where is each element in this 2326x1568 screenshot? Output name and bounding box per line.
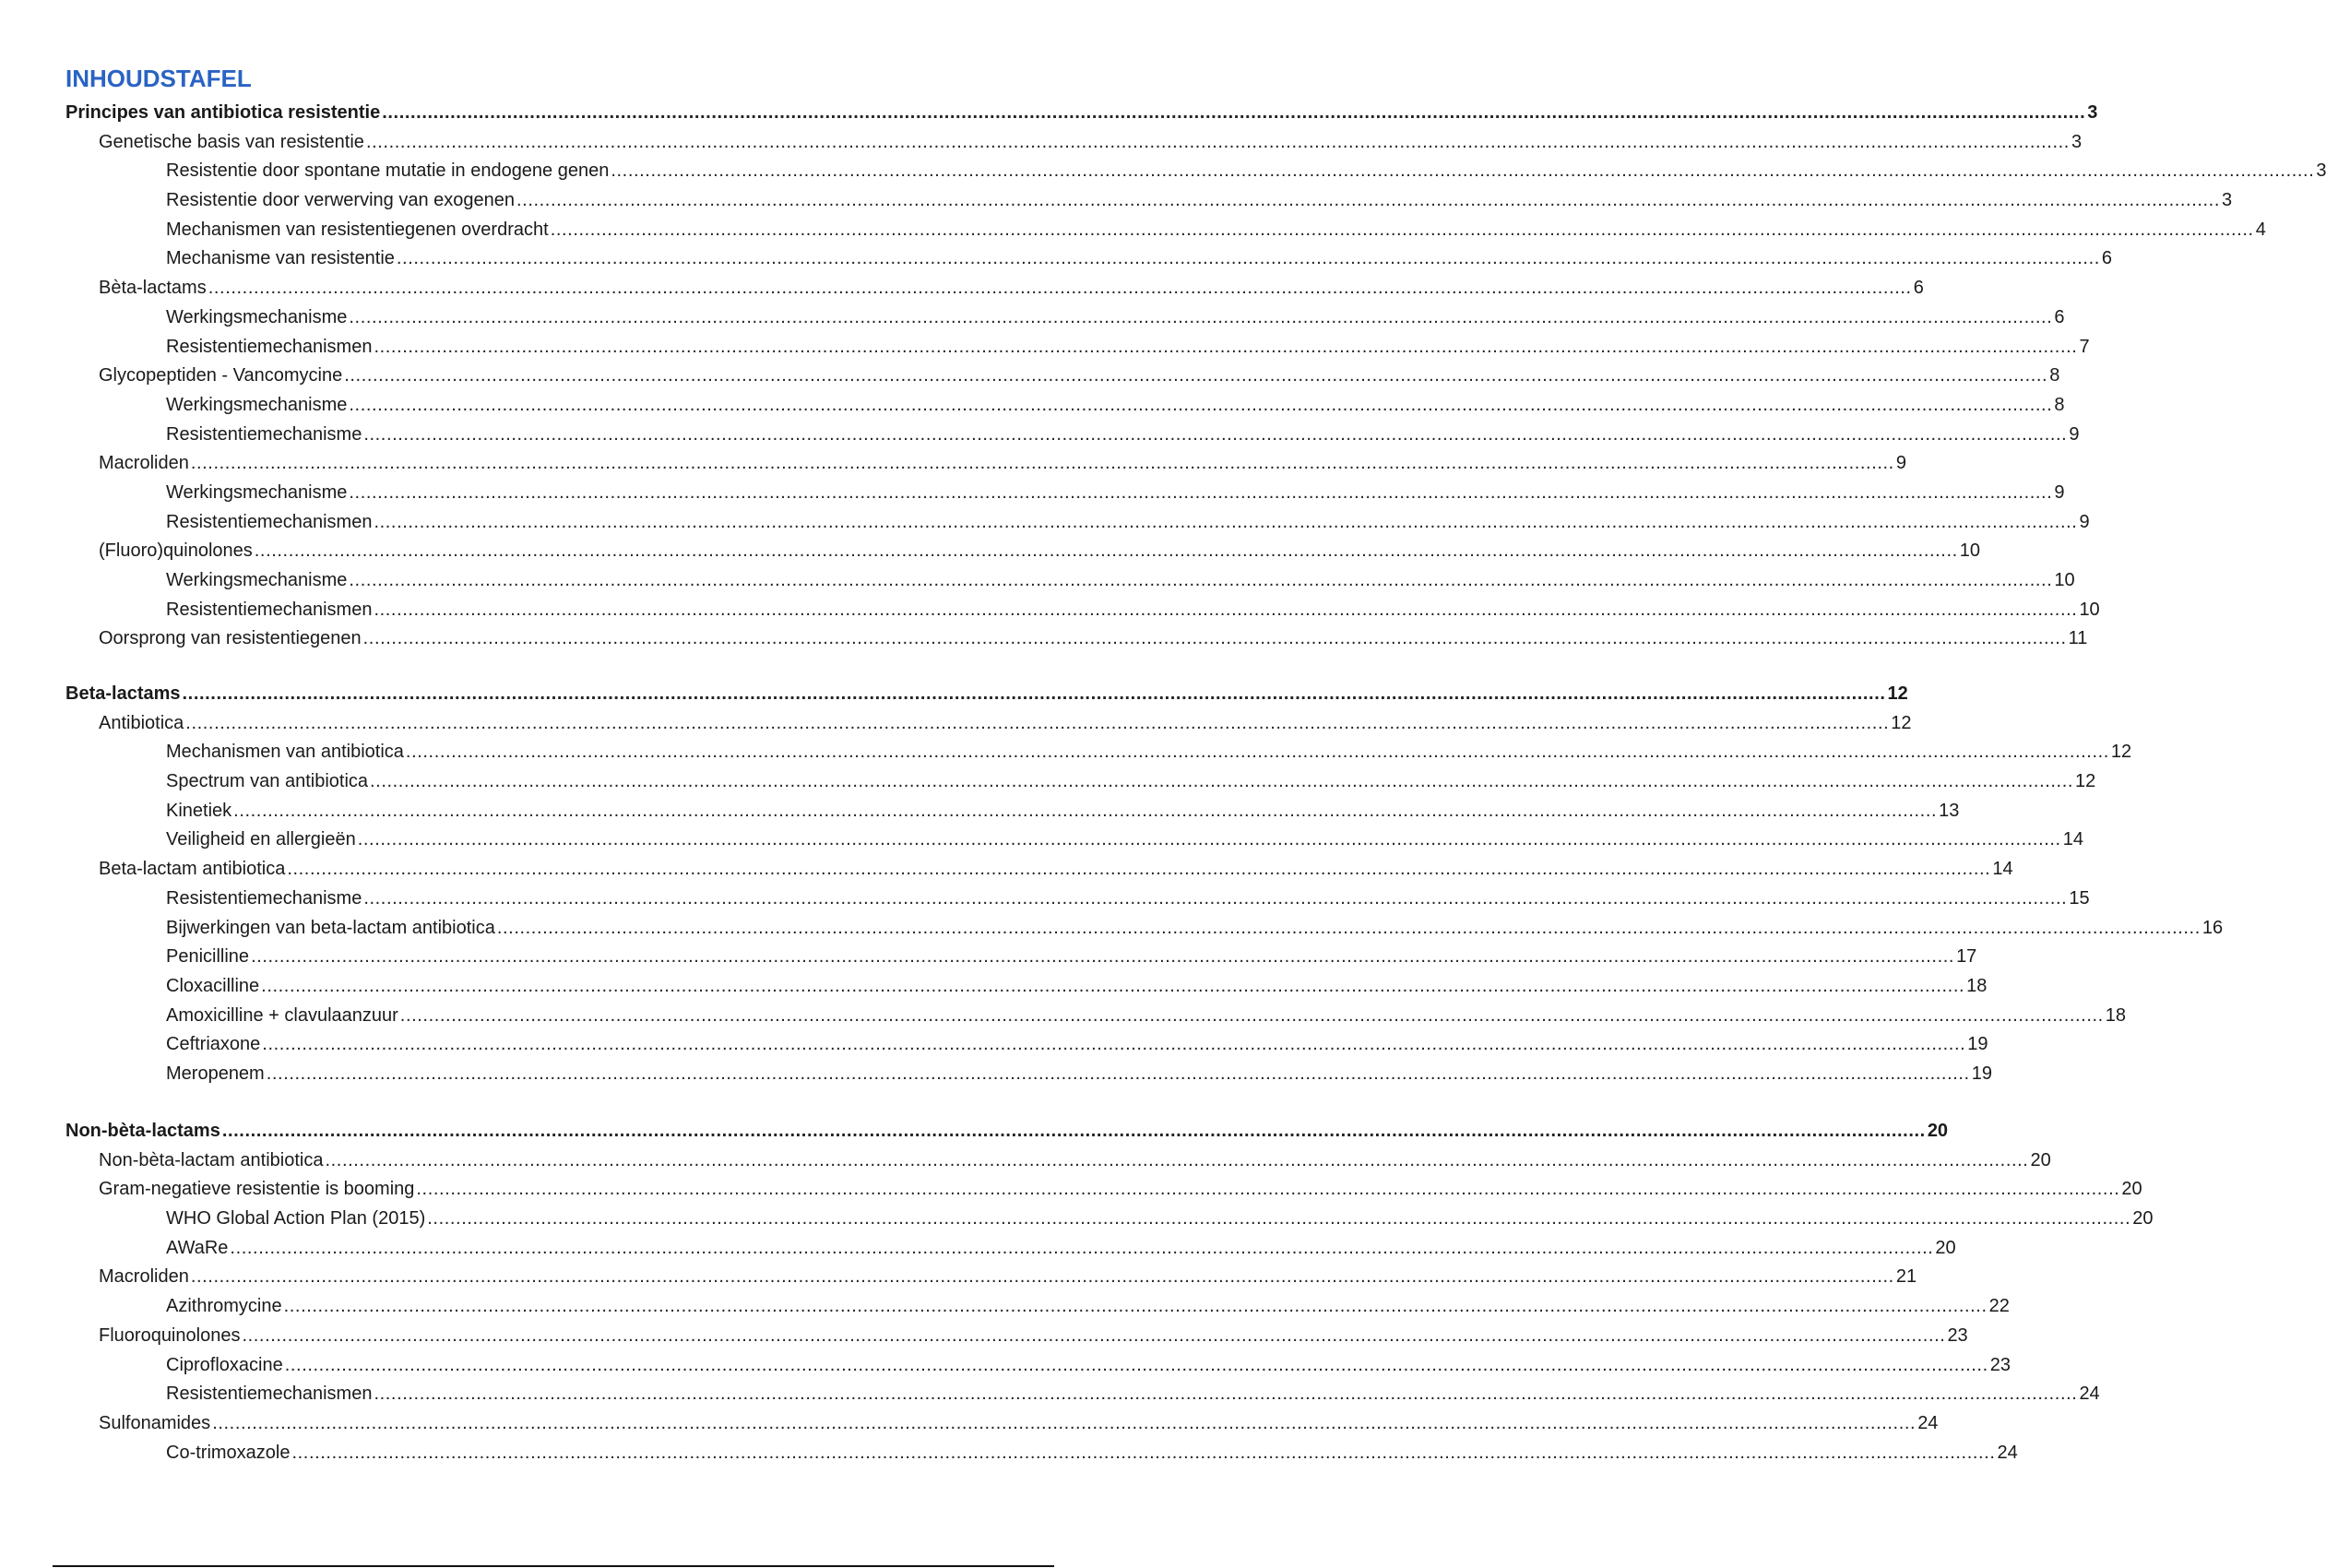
- toc-entry-page-number: 19: [1967, 1034, 1988, 1055]
- toc-entry-page-number: 12: [1891, 712, 1912, 733]
- dot-leader: ............................................................................................................................................................................................................................................................................................................: [374, 1384, 2078, 1405]
- toc-entry-level-3[interactable]: [0, 244, 2113, 274]
- toc-entry-level-3[interactable]: [0, 1439, 2018, 1468]
- dot-leader: ............................................................................................................................................................................................................................................................................................................: [357, 829, 2061, 850]
- toc-entry-label: Meropenem: [166, 1063, 265, 1084]
- toc-entry-label: Cloxacilline: [166, 975, 260, 996]
- toc-entry-page-number: 3: [2087, 102, 2098, 123]
- toc-entry-label: Oorsprong van resistentiegenen: [99, 628, 362, 649]
- toc-entry-label: Penicilline: [166, 946, 250, 968]
- dot-leader: ............................................................................................................................................................................................................................................................................................................: [382, 102, 2086, 123]
- toc-entry-label: Macroliden: [99, 453, 189, 474]
- toc-entry-label: Resistentiemechanisme: [166, 887, 362, 909]
- toc-entry-page-number: 12: [2075, 771, 2096, 792]
- toc-entry-page-number: 10: [2079, 599, 2100, 620]
- dot-leader: ............................................................................................................................................................................................................................................................................................................: [325, 1149, 2029, 1170]
- toc-entry-level-2[interactable]: [0, 128, 2083, 158]
- toc-entry-label: Azithromycine: [166, 1296, 282, 1317]
- toc-entry-level-3[interactable]: [0, 1205, 2154, 1234]
- dot-leader: ............................................................................................................................................................................................................................................................................................................: [399, 1004, 2104, 1026]
- toc-entry-level-3[interactable]: [0, 1351, 2011, 1381]
- toc-entry-page-number: 20: [2132, 1208, 2154, 1229]
- toc-entry-label: Co-trimoxazole: [166, 1442, 291, 1463]
- dot-leader: ............................................................................................................................................................................................................................................................................................................: [208, 278, 1912, 299]
- toc-entry-page-number: 9: [2079, 511, 2090, 532]
- toc-entry-page-number: 24: [2079, 1384, 2100, 1405]
- toc-entry-page-number: 20: [2121, 1179, 2142, 1200]
- dot-leader: ............................................................................................................................................................................................................................................................................................................: [349, 306, 2053, 327]
- toc-entry-level-3[interactable]: [0, 738, 2132, 767]
- toc-entry-page-number: 24: [1997, 1442, 2018, 1463]
- dot-leader: ............................................................................................................................................................................................................................................................................................................: [251, 946, 1955, 968]
- dot-leader: ............................................................................................................................................................................................................................................................................................................: [516, 190, 2220, 211]
- toc-entry-page-number: 10: [1959, 540, 1981, 562]
- toc-entry-page-number: 3: [2071, 131, 2083, 152]
- toc-entry-label: Non-bèta-lactam antibiotica: [99, 1149, 324, 1170]
- toc-entry-page-number: 18: [2105, 1004, 2127, 1026]
- toc-entry-label: Fluoroquinolones: [99, 1324, 241, 1346]
- dot-leader: ............................................................................................................................................................................................................................................................................................................: [242, 1324, 1946, 1346]
- toc-entry-page-number: 3: [2222, 190, 2233, 211]
- toc-entry-page-number: 4: [2255, 219, 2266, 240]
- toc-entry-label: Werkingsmechanisme: [166, 570, 348, 590]
- toc-entry-label: Werkingsmechanisme: [166, 306, 348, 327]
- toc-entry-page-number: 7: [2079, 336, 2090, 357]
- toc-entry-page-number: 21: [1895, 1266, 1917, 1288]
- toc-entry-page-number: 9: [2054, 481, 2065, 503]
- toc-entry-label: Werkingsmechanisme: [166, 394, 348, 415]
- toc-entry-level-3[interactable]: [0, 303, 2065, 333]
- toc-entry-level-3[interactable]: [0, 157, 2326, 186]
- dot-leader: ............................................................................................................................................................................................................................................................................................................: [262, 1034, 1966, 1055]
- dot-leader: ............................................................................................................................................................................................................................................................................................................: [182, 683, 1886, 704]
- toc-entry-level-2[interactable]: [0, 274, 1924, 303]
- toc-entry-level-2[interactable]: [0, 1263, 1917, 1292]
- toc-entry-level-3[interactable]: [0, 1234, 1956, 1264]
- dot-leader: ............................................................................................................................................................................................................................................................................................................: [344, 365, 2048, 386]
- toc-entry-level-3[interactable]: [0, 508, 2090, 538]
- toc-entry-label: Resistentiemechanismen: [166, 599, 373, 620]
- toc-entry-page-number: 24: [1917, 1412, 1939, 1433]
- toc-entry-page-number: 6: [2101, 248, 2113, 269]
- page-title: INHOUDSTAFEL: [65, 65, 252, 92]
- toc-entry-label: Resistentiemechanisme: [166, 423, 362, 445]
- toc-entry-page-number: 6: [1913, 278, 1924, 299]
- toc-entry-label: Resistentie door spontane mutatie in endogene genen: [166, 160, 610, 182]
- toc-entry-level-1[interactable]: [0, 680, 1908, 709]
- dot-leader: ............................................................................................................................................................................................................................................................................................................: [363, 423, 2068, 445]
- toc-entry-level-3[interactable]: [0, 596, 2100, 625]
- toc-entry-level-3[interactable]: [0, 1030, 1988, 1060]
- toc-entry-level-2[interactable]: [0, 537, 1981, 566]
- dot-leader: ............................................................................................................................................................................................................................................................................................................: [254, 540, 1958, 562]
- toc-entry-label: Mechanismen van resistentiegenen overdracht: [166, 219, 549, 240]
- dot-leader: ............................................................................................................................................................................................................................................................................................................: [416, 1179, 2120, 1200]
- footer-divider: [53, 1565, 1054, 1567]
- toc-entry-level-3[interactable]: [0, 566, 2075, 596]
- toc-entry-level-3[interactable]: [0, 797, 1960, 826]
- dot-leader: ............................................................................................................................................................................................................................................................................................................: [405, 742, 2109, 763]
- toc-entry-label: Werkingsmechanisme: [166, 481, 348, 503]
- dot-leader: ............................................................................................................................................................................................................................................................................................................: [230, 1237, 1934, 1258]
- toc-section: [0, 680, 2224, 1089]
- toc-entry-page-number: 13: [1939, 800, 1960, 821]
- toc-entry-level-2[interactable]: [0, 624, 2088, 654]
- toc-entry-page-number: 11: [2068, 628, 2088, 649]
- dot-leader: ............................................................................................................................................................................................................................................................................................................: [374, 511, 2078, 532]
- toc-entry-page-number: 6: [2054, 306, 2065, 327]
- toc-entry-level-3[interactable]: [0, 885, 2090, 914]
- toc-entry-label: Veiligheid en allergieën: [166, 829, 356, 850]
- toc-entry-page-number: 15: [2069, 887, 2090, 909]
- dot-leader: ............................................................................................................................................................................................................................................................................................................: [190, 453, 1894, 474]
- toc-entry-level-3[interactable]: [0, 391, 2065, 421]
- toc-entry-level-2[interactable]: [0, 1322, 1968, 1351]
- toc-entry-page-number: 8: [2049, 365, 2060, 386]
- toc-entry-page-number: 10: [2054, 570, 2075, 590]
- toc-entry-label: Spectrum van antibiotica: [166, 771, 369, 792]
- toc-entry-page-number: 14: [1992, 859, 2013, 880]
- toc-entry-level-1[interactable]: [0, 1117, 1949, 1146]
- toc-entry-label: Resistentiemechanismen: [166, 336, 373, 357]
- toc-entry-level-3[interactable]: [0, 479, 2065, 508]
- toc-entry-level-2[interactable]: [0, 1146, 2051, 1176]
- toc-entry-page-number: 20: [1935, 1237, 1956, 1258]
- dot-leader: ............................................................................................................................................................................................................................................................................................................: [212, 1412, 1917, 1433]
- toc-entry-page-number: 9: [1895, 453, 1906, 474]
- toc-entry-level-3[interactable]: [0, 186, 2233, 216]
- toc-entry-page-number: 23: [1989, 1354, 2011, 1375]
- dot-leader: ............................................................................................................................................................................................................................................................................................................: [291, 1442, 1996, 1463]
- toc-entry-page-number: 22: [1988, 1296, 2010, 1317]
- toc-section: [0, 99, 2326, 654]
- toc-entry-label: Sulfonamides: [99, 1412, 211, 1433]
- toc-entry-label: Antibiotica: [99, 712, 184, 733]
- toc-entry-page-number: 8: [2054, 394, 2065, 415]
- toc-entry-label: Genetische basis van resistentie: [99, 131, 364, 152]
- toc-entry-label: Bijwerkingen van beta-lactam antibiotica: [166, 917, 495, 938]
- dot-leader: ............................................................................................................................................................................................................................................................................................................: [496, 917, 2201, 938]
- toc-entry-level-3[interactable]: [0, 943, 1977, 972]
- toc-entry-level-1[interactable]: [0, 99, 2098, 128]
- dot-leader: ............................................................................................................................................................................................................................................................................................................: [374, 336, 2078, 357]
- toc-entry-label: Resistentiemechanismen: [166, 511, 373, 532]
- toc-entry-label: Non-bèta-lactams: [65, 1121, 220, 1141]
- toc-entry-label: Ciprofloxacine: [166, 1354, 283, 1375]
- toc-entry-label: WHO Global Action Plan (2015): [166, 1208, 426, 1229]
- dot-leader: ............................................................................................................................................................................................................................................................................................................: [284, 1354, 1988, 1375]
- toc-entry-page-number: 12: [2110, 742, 2132, 763]
- toc-entry-label: AWaRe: [166, 1237, 229, 1258]
- dot-leader: ............................................................................................................................................................................................................................................................................................................: [365, 131, 2070, 152]
- toc-entry-level-3[interactable]: [0, 914, 2224, 944]
- toc-entry-level-3[interactable]: [0, 333, 2090, 362]
- toc-entry-label: Principes van antibiotica resistentie: [65, 102, 381, 123]
- dot-leader: ............................................................................................................................................................................................................................................................................................................: [185, 712, 1890, 733]
- dot-leader: ............................................................................................................................................................................................................................................................................................................: [261, 975, 1965, 996]
- dot-leader: ............................................................................................................................................................................................................................................................................................................: [349, 570, 2053, 590]
- toc-entry-level-3[interactable]: [0, 216, 2266, 245]
- toc-entry-page-number: 3: [2316, 160, 2326, 182]
- toc-entry-page-number: 18: [1966, 975, 1988, 996]
- toc-entry-label: Bèta-lactams: [99, 278, 207, 299]
- toc-entry-label: Beta-lactams: [65, 683, 181, 704]
- toc-entry-label: Glycopeptiden - Vancomycine: [99, 365, 343, 386]
- dot-leader: ............................................................................................................................................................................................................................................................................................................: [283, 1296, 1988, 1317]
- toc-entry-level-3[interactable]: [0, 1002, 2127, 1031]
- toc-entry-label: (Fluoro)quinolones: [99, 540, 253, 562]
- toc-entry-label: Gram-negatieve resistentie is booming: [99, 1179, 415, 1200]
- dot-leader: ............................................................................................................................................................................................................................................................................................................: [374, 599, 2078, 620]
- dot-leader: ............................................................................................................................................................................................................................................................................................................: [550, 219, 2254, 240]
- dot-leader: ............................................................................................................................................................................................................................................................................................................: [363, 887, 2068, 909]
- dot-leader: ............................................................................................................................................................................................................................................................................................................: [349, 394, 2053, 415]
- toc-entry-label: Ceftriaxone: [166, 1034, 261, 1055]
- toc-entry-label: Mechanisme van resistentie: [166, 248, 395, 269]
- toc-entry-level-2[interactable]: [0, 449, 1906, 479]
- dot-leader: ............................................................................................................................................................................................................................................................................................................: [266, 1063, 1970, 1084]
- dot-leader: ............................................................................................................................................................................................................................................................................................................: [221, 1121, 1926, 1141]
- toc-entry-label: Resistentie door verwerving van exogenen: [166, 190, 515, 211]
- toc-entry-level-2[interactable]: [0, 362, 2060, 391]
- toc-entry-level-3[interactable]: [0, 972, 1988, 1002]
- dot-leader: ............................................................................................................................................................................................................................................................................................................: [233, 800, 1938, 821]
- toc-entry-level-3[interactable]: [0, 767, 2096, 797]
- toc-entry-label: Kinetiek: [166, 800, 232, 821]
- dot-leader: ............................................................................................................................................................................................................................................................................................................: [349, 481, 2053, 503]
- dot-leader: ............................................................................................................................................................................................................................................................................................................: [287, 859, 1991, 880]
- toc-entry-page-number: 17: [1956, 946, 1977, 968]
- toc-entry-page-number: 14: [2062, 829, 2083, 850]
- toc-entry-page-number: 23: [1947, 1324, 1968, 1346]
- toc-entry-level-3[interactable]: [0, 826, 2083, 855]
- toc-entry-label: Resistentiemechanismen: [166, 1384, 373, 1405]
- toc-entry-level-2[interactable]: [0, 1175, 2142, 1205]
- toc-entry-label: Beta-lactam antibiotica: [99, 859, 286, 880]
- toc-entry-label: Macroliden: [99, 1266, 189, 1288]
- dot-leader: ............................................................................................................................................................................................................................................................................................................: [190, 1266, 1894, 1288]
- toc-entry-label: Mechanismen van antibiotica: [166, 742, 404, 763]
- toc-entry-page-number: 20: [1927, 1121, 1949, 1141]
- toc-entry-level-3[interactable]: [0, 1060, 1992, 1089]
- toc-entry-page-number: 19: [1971, 1063, 1992, 1084]
- toc-entry-level-2[interactable]: [0, 1409, 1939, 1439]
- dot-leader: ............................................................................................................................................................................................................................................................................................................: [396, 248, 2100, 269]
- dot-leader: ............................................................................................................................................................................................................................................................................................................: [362, 628, 2067, 649]
- toc-entry-level-3[interactable]: [0, 1380, 2100, 1409]
- toc-entry-page-number: 12: [1887, 683, 1908, 704]
- toc-entry-level-3[interactable]: [0, 421, 2080, 450]
- toc-entry-level-3[interactable]: [0, 1292, 2010, 1322]
- toc-entry-level-2[interactable]: [0, 855, 2013, 885]
- toc-entry-label: Amoxicilline + clavulaanzuur: [166, 1004, 398, 1026]
- toc-entry-page-number: 16: [2201, 917, 2224, 938]
- dot-leader: ............................................................................................................................................................................................................................................................................................................: [611, 160, 2315, 182]
- toc-section: [0, 1117, 2154, 1467]
- toc-entry-level-2[interactable]: [0, 709, 1912, 739]
- toc-entry-page-number: 9: [2069, 423, 2080, 445]
- dot-leader: ............................................................................................................................................................................................................................................................................................................: [427, 1208, 2131, 1229]
- dot-leader: ............................................................................................................................................................................................................................................................................................................: [370, 771, 2074, 792]
- toc-entry-page-number: 20: [2030, 1149, 2051, 1170]
